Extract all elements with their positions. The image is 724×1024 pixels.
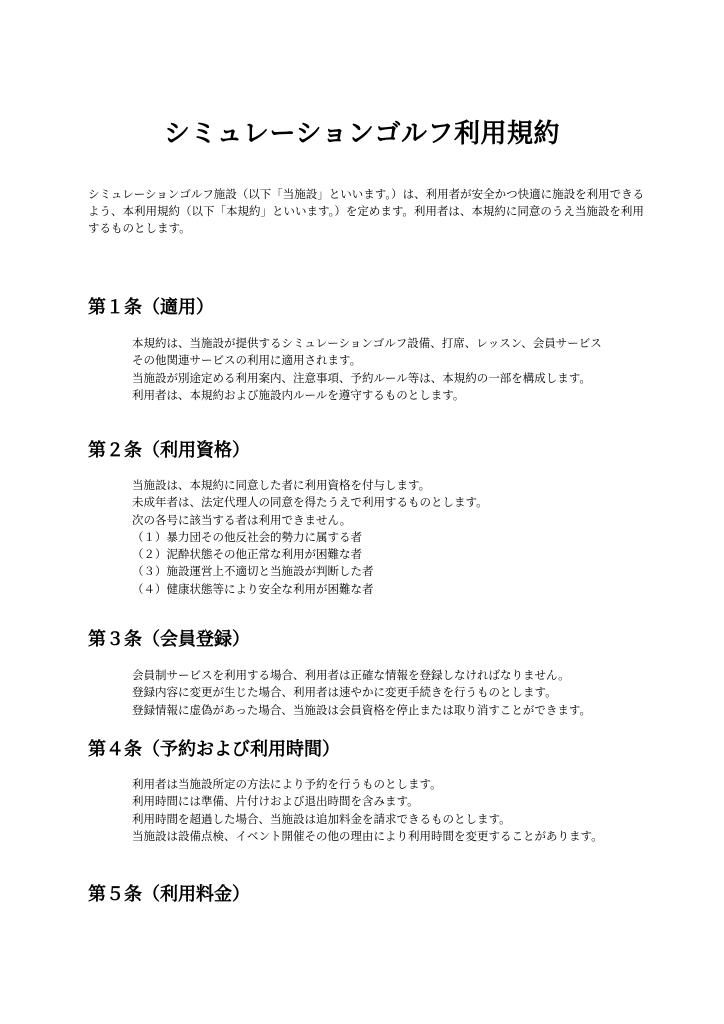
article-line: 当施設は、本規約に同意した者に利用資格を付与します。: [132, 478, 431, 492]
article-3-heading: 第３条（会員登録）: [88, 629, 250, 650]
article-line: 本規約は、当施設が提供するシミュレーションゴルフ設備、打席、レッスン、会員サービス: [132, 336, 602, 350]
article-line: 会員制サービスを利用する場合、利用者は正確な情報を登録しなければなりません。: [132, 668, 570, 682]
article-2-body: [132, 477, 652, 598]
article-1-body: [132, 335, 652, 404]
article-line: 次の各号に該当する者は利用できません。: [132, 512, 352, 527]
article-line: 利用時間を超過した場合、当施設は追加料金を請求できるものとします。: [132, 811, 511, 826]
article-line: 当施設は設備点検、イベント開催その他の理由により利用時間を変更することがあります。: [132, 828, 603, 843]
article-list-item: （３）施設運営上不適切と当施設が判断した者: [132, 564, 374, 579]
article-3-body: [132, 667, 652, 719]
article-list-item: （４）健康状態等により安全な利用が困難な者: [132, 581, 374, 596]
article-2-heading: 第２条（利用資格）: [88, 440, 250, 461]
article-line: 登録内容に変更が生じた場合、利用者は速やかに変更手続きを行うものとします。: [132, 685, 557, 700]
article-list-item: （１）暴力団その他反社会的勢力に属する者: [132, 529, 362, 544]
article-4-heading: 第４条（予約および利用時間）: [88, 739, 340, 760]
article-line: 登録情報に虚偽があった場合、当施設は会員資格を停止または取り消すことができます。: [132, 702, 591, 717]
article-line: 利用者は、本規約および施設内ルールを遵守するものとします。: [132, 387, 465, 402]
article-line: 利用者は当施設所定の方法により予約を行うものとします。: [132, 777, 442, 791]
intro-paragraph: シミュレーションゴルフ施設（以下「当施設」といいます。）は、利用者が安全かつ快適に施設を利用できるよう、本利用規約（以下「本規約」といいます。）を定めます。利用者は、本規約に同意のうえ当施設を利用するものとします。: [88, 187, 645, 235]
article-list-item: （２）泥酔状態その他正常な利用が困難な者: [132, 547, 362, 562]
article-4-body: [132, 776, 652, 845]
article-line: 当施設が別途定める利用案内、注意事項、予約ルール等は、本規約の一部を構成します。: [132, 370, 591, 385]
article-line: 利用時間には準備、片付けおよび退出時間を含みます。: [132, 794, 419, 809]
document-title: シミュレーションゴルフ利用規約: [164, 119, 560, 149]
article-line: その他関連サービスの利用に適用されます。: [132, 353, 362, 368]
article-5-heading: 第５条（利用料金）: [88, 884, 250, 905]
article-line: 未成年者は、法定代理人の同意を得たうえで利用するものとします。: [132, 495, 488, 510]
article-1-heading: 第１条（適用）: [88, 297, 214, 318]
